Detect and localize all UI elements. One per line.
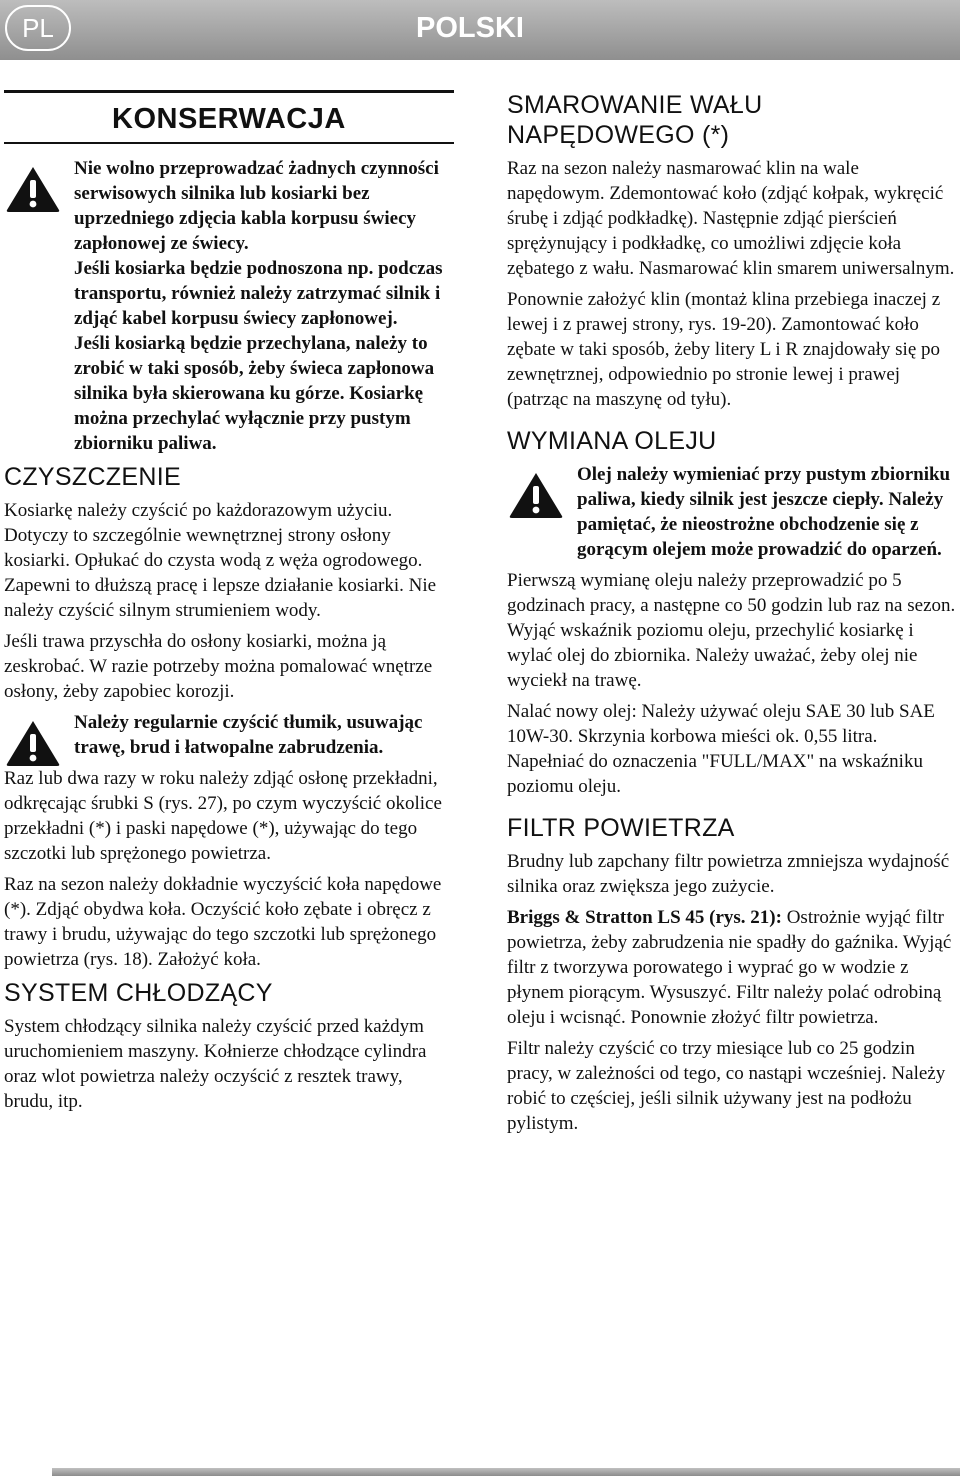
cleaning-heading: CZYSZCZENIE [4, 463, 181, 491]
language-code-badge: PL [5, 5, 71, 51]
oil-paragraph-1: Pierwszą wymianę oleju należy przeprowadzić po 5 godzinach pracy, a następne co 50 godzin lub raz na sezon. Wyjąć wskaźnik poziomu oleju, przechylić kosiarkę i wylać olej do zbiornika. Należy uważać, żeby olej nie wyciekł na trawę. [507, 570, 956, 691]
page-header [0, 0, 960, 60]
filter-paragraph-3: Filtr należy czyścić co trzy miesiące lub co 25 godzin pracy, w zależności od tego, co nastąpi wcześniej. Należy robić to częściej, jeśli silnik używany jest na podłożu pylistym. [507, 1038, 946, 1134]
warning-text-1: Nie wolno przeprowadzać żadnych czynności serwisowych silnika lub kosiarki bez uprzedniego zdjęcia kabla korpusu świecy zapłonowej ze świecy. [74, 158, 439, 254]
muffler-warning-text: Należy regularnie czyścić tłumik, usuwając trawę, brud i łatwopalne zabrudzenia. [74, 712, 423, 758]
filter-paragraph-2-text: Ostrożnie wyjąć filtr powietrza, żeby zabrudzenia nie spadły do gaźnika. Wyjąć filtr z tworzywa porowatego i wyprać go w wodzie z płynem piorącym. Wysuszyć. Filtr należy polać odrobiną oleju i wcisnąć. Ponownie złożyć filtr powietrza. [507, 907, 952, 1028]
cleaning-paragraph-1: Kosiarkę należy czyścić po każdorazowym użyciu. Dotyczy to szczególnie wewnętrznej strony osłony kosiarki. Opłukać do czysta wodą z węża ogrodowego. Zapewni to dłuższą pracę i lepsze działanie kosiarki. Nie należy czyścić silnym strumieniem wody. [4, 500, 437, 621]
shaft-lubrication-heading: SMAROWANIE WAŁU NAPĘDOWEGO (*) [507, 91, 763, 149]
filter-paragraph-1: Brudny lub zapchany filtr powietrza zmniejsza wydajność silnika oraz zwiększa jego zużycie. [507, 851, 950, 897]
warning-block-safety [4, 156, 454, 456]
footer-bar [52, 1468, 960, 1476]
right-column [507, 90, 957, 1142]
cooling-heading: SYSTEM CHŁODZĄCY [4, 979, 273, 1007]
oil-warning-text: Olej należy wymieniać przy pustym zbiorniku paliwa, kiedy silnik jest jeszcze ciepły. Należy pamiętać, że nieostrożne obchodzenie się z gorącym olejem może prowadzić do oparzeń. [577, 464, 951, 560]
filter-model-label: Briggs & Stratton LS 45 (rys. 21): [507, 907, 782, 928]
cleaning-paragraph-3: Raz lub dwa razy w roku należy zdjąć osłonę przekładni, odkręcając śrubki S (rys. 27), po czym wyczyścić okolice przekładni (*) i paski napędowe (*), używając do tego szczotki lub sprężonego powietrza. [4, 768, 442, 864]
maintenance-heading: KONSERWACJA [112, 103, 346, 135]
warning-text-2: Jeśli kosiarka będzie podnoszona np. podczas transportu, również należy zatrzymać silnik i zdjąć kabel korpusu świecy zapłonowej. [74, 258, 443, 329]
warning-triangle-icon [4, 164, 62, 214]
cleaning-paragraph-2: Jeśli trawa przyschła do osłony kosiarki, można ją zeskrobać. W razie potrzeby można pomalować wnętrze osłony, żeby zapobiec korozji. [4, 631, 433, 702]
warning-text-3: Jeśli kosiarką będzie przechylana, należy to zrobić w taki sposób, żeby świeca zapłonowa silnika była skierowana ku górze. Kosiarkę można przechylać wyłącznie przy pustym zbiorniku paliwa. [74, 333, 435, 454]
warning-triangle-icon [4, 718, 62, 768]
warning-block-muffler [4, 710, 454, 760]
shaft-paragraph-2: Ponownie założyć klin (montaż klina przebiega inaczej z lewej i z prawej strony, rys. 19-20). Zamontować koło zębate w taki sposób, żeby litery L i R znajdowały się po zewnętrznej, odpowiednio po stronie lewej i prawej (patrząc na maszynę od tyłu). [507, 289, 941, 410]
filter-paragraph-2 [507, 905, 957, 1030]
cleaning-paragraph-4: Raz na sezon należy dokładnie wyczyścić koła napędowe (*). Zdjąć obydwa koła. Oczyścić koło zębate i obręcz z trawy i brudu, używając do tego szczotki lub sprężonego powietrza (rys. 18). Założyć koła. [4, 874, 442, 970]
warning-block-oil [507, 462, 957, 562]
heading-rule-top [4, 90, 454, 93]
oil-paragraph-2: Nalać nowy olej: Należy używać oleju SAE 30 lub SAE 10W-30. Skrzynia korbowa mieści ok. 0,55 litra. Napełniać do oznaczenia "FULL/MAX" na wskaźniku poziomu oleju. [507, 701, 935, 797]
shaft-paragraph-1: Raz na sezon należy nasmarować klin na wale napędowym. Zdemontować koło (zdjąć kołpak, wykręcić śrubę i zdjąć podkładkę). Następnie zdjąć pierścień sprężynujący i podkładkę, co umożliwi zdjęcie koła zębatego z wału. Nasmarować klin smarem uniwersalnym. [507, 158, 955, 279]
air-filter-heading: FILTR POWIETRZA [507, 814, 735, 842]
warning-triangle-icon [507, 470, 565, 520]
language-title: POLSKI [416, 12, 524, 44]
oil-change-heading: WYMIANA OLEJU [507, 427, 717, 455]
heading-rule-bottom [4, 142, 454, 144]
cooling-paragraph-1: System chłodzący silnika należy czyścić przed każdym uruchomieniem maszyny. Kołnierze chłodzące cylindra oraz wlot powietrza należy oczyścić z resztek trawy, brudu, itp. [4, 1016, 427, 1112]
left-column [4, 90, 454, 1120]
